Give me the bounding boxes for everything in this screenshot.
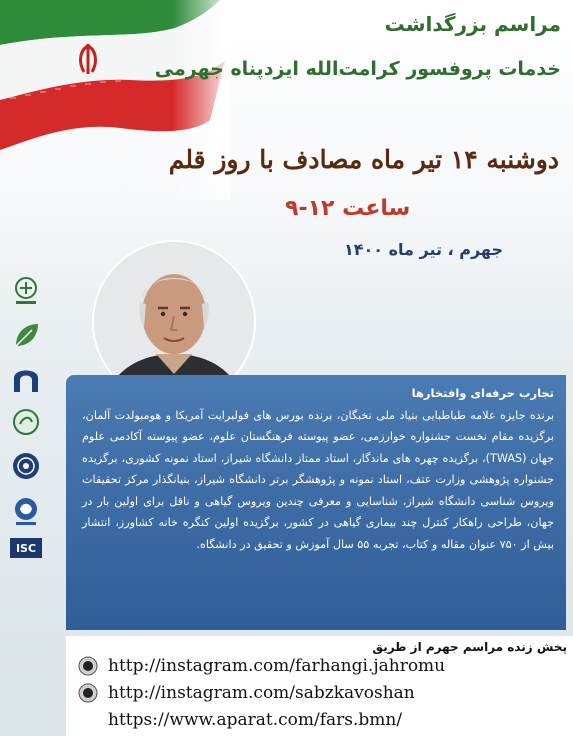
isc-logo-icon (10, 538, 42, 558)
biography-heading: تجارب حرفه‌ای وافتخارها (411, 386, 554, 400)
biography-panel (66, 375, 566, 630)
link-row-instagram-2[interactable] (78, 683, 415, 703)
event-date: دوشنبه ۱۴ تیر ماه مصادف با روز قلم (168, 145, 559, 174)
link-row-aparat[interactable] (108, 710, 402, 730)
isc-logo-label: ISC (15, 541, 37, 555)
link-row-instagram-1[interactable] (78, 656, 445, 676)
university-logo-icon (10, 274, 42, 308)
live-stream-links (66, 636, 573, 736)
ceremony-title: مراسم بزرگداشت (384, 12, 561, 36)
instagram-link-1[interactable]: http://instagram.com/farhangi.jahromu (108, 656, 446, 676)
leaf-logo-icon (10, 318, 42, 352)
arch-logo-icon (10, 362, 42, 396)
aparat-link[interactable]: https://www.aparat.com/fars.bmn/ (108, 710, 403, 730)
instagram-link-2[interactable]: http://instagram.com/sabzkavoshan (108, 683, 415, 703)
radio-bullet-icon (78, 656, 98, 676)
radio-bullet-icon (78, 683, 98, 703)
sponsor-logos (6, 274, 46, 624)
green-emblem-icon (10, 406, 42, 440)
event-time: ساعت ۱۲-۹ (285, 196, 411, 221)
biography-text: برنده جایزه علامه طباطبایی بنیاد ملی نخبگان، برنده بورس های فولبرایت آمریکا و هومبولدت آلمان، برگزیده مقام نخست جشنواره خوارزمی، عضو پیوسته فرهنگستان علوم، عضو پیوسته آکادمی علوم جهان (TWAS)، برگزیده چهره های ماندگار، استاد ممتاز دانشگاه شیراز، استاد نمونه کشوری، برگزیده جشنواره پژوهشی وزارت عتف، استاد نمونه و پژوهشگر برتر دانشگاه شیراز، بنیانگذار مرکز تحقیقات ویروس شناسی دانشگاه شیراز، شناسایی و معرفی چندین ویروس گیاهی و ناقل برای اولین بار در جهان، طراحی راهکار کنترل چند بیماری گیاهی در کشور، برگزیده اولین کنگره خانه کشاورز، انتشار بیش از ۷۵۰ عنوان مقاله و کتاب، تجربه ۵۵ سال آموزش و تحقیق در دانشگاه. (82, 408, 554, 551)
round-seal-icon (10, 450, 42, 484)
honoree-title: خدمات پروفسور کرامت‌الله ایزدپناه جهرمی (154, 58, 561, 80)
event-place-date: جهرم ، تیر ماه ۱۴۰۰ (343, 240, 503, 259)
live-stream-label: پخش زنده مراسم جهرم از طریق (372, 640, 567, 654)
society-logo-icon (10, 494, 42, 528)
